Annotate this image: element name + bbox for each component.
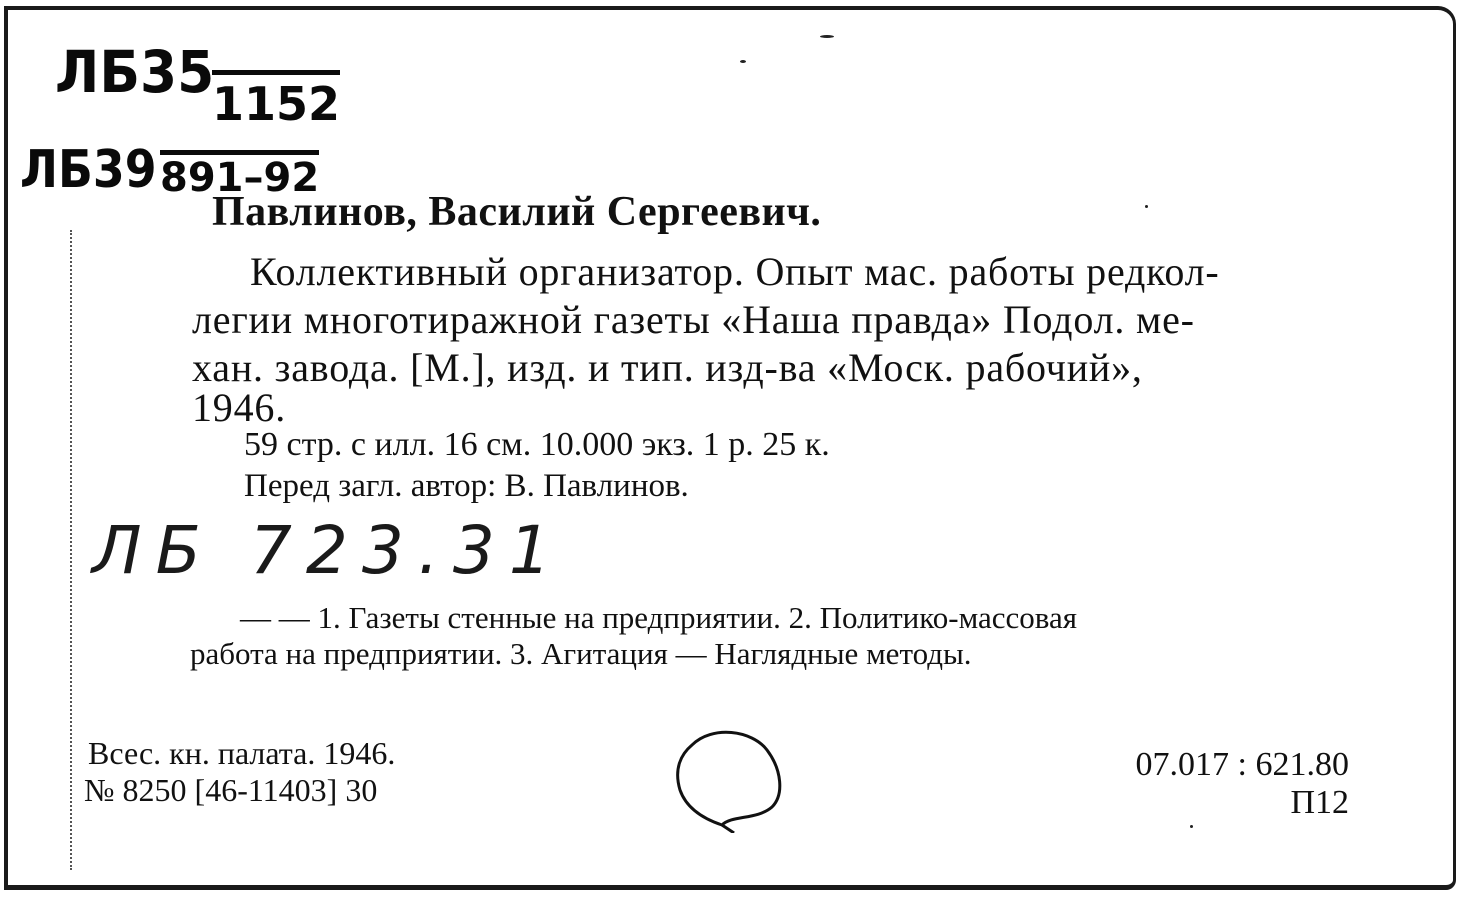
card-edge-dotted-line bbox=[70, 230, 72, 870]
record-title-line: хан. завода. [М.], изд. и тип. изд-ва «Моск. рабочий», bbox=[192, 345, 1143, 390]
shelfmark-1: ЛБ35 bbox=[55, 38, 215, 106]
udc-classification: 07.017 : 621.80 bbox=[1135, 746, 1349, 783]
subject-headings-line: работа на предприятии. 3. Агитация — Наглядные методы. bbox=[190, 636, 972, 671]
shelfmark-3-handwritten: ЛБ 723.31 bbox=[92, 512, 565, 589]
record-author: Павлинов, Василий Сергеевич. bbox=[212, 189, 822, 235]
imprint-line: Всес. кн. палата. 1946. bbox=[88, 735, 396, 771]
speck bbox=[1145, 205, 1148, 208]
record-title-line: легии многотиражной газеты «Наша правда» Подол. ме- bbox=[192, 297, 1195, 342]
shelfmark-2: ЛБ39 bbox=[20, 140, 157, 200]
speck bbox=[1190, 825, 1193, 828]
author-mark: П12 bbox=[1290, 784, 1349, 821]
shelfmark-1-number: 1152 bbox=[212, 70, 340, 131]
speck bbox=[820, 35, 834, 38]
physical-description: 59 стр. с илл. 16 см. 10.000 экз. 1 р. 25 к. bbox=[244, 426, 830, 463]
subject-headings-line: — — 1. Газеты стенные на предприятии. 2. Политико-массовая bbox=[240, 600, 1078, 635]
record-note: Перед загл. автор: В. Павлинов. bbox=[244, 468, 689, 504]
shelfmark-2-number: 891–92 bbox=[160, 150, 319, 201]
punch-hole-icon bbox=[672, 725, 790, 833]
record-title-line: 1946. bbox=[192, 385, 286, 430]
speck bbox=[740, 60, 746, 63]
imprint-number-line: № 8250 [46-11403] 30 bbox=[84, 772, 378, 808]
record-title-line: Коллективный организатор. Опыт мас. работы редкол- bbox=[250, 249, 1220, 294]
